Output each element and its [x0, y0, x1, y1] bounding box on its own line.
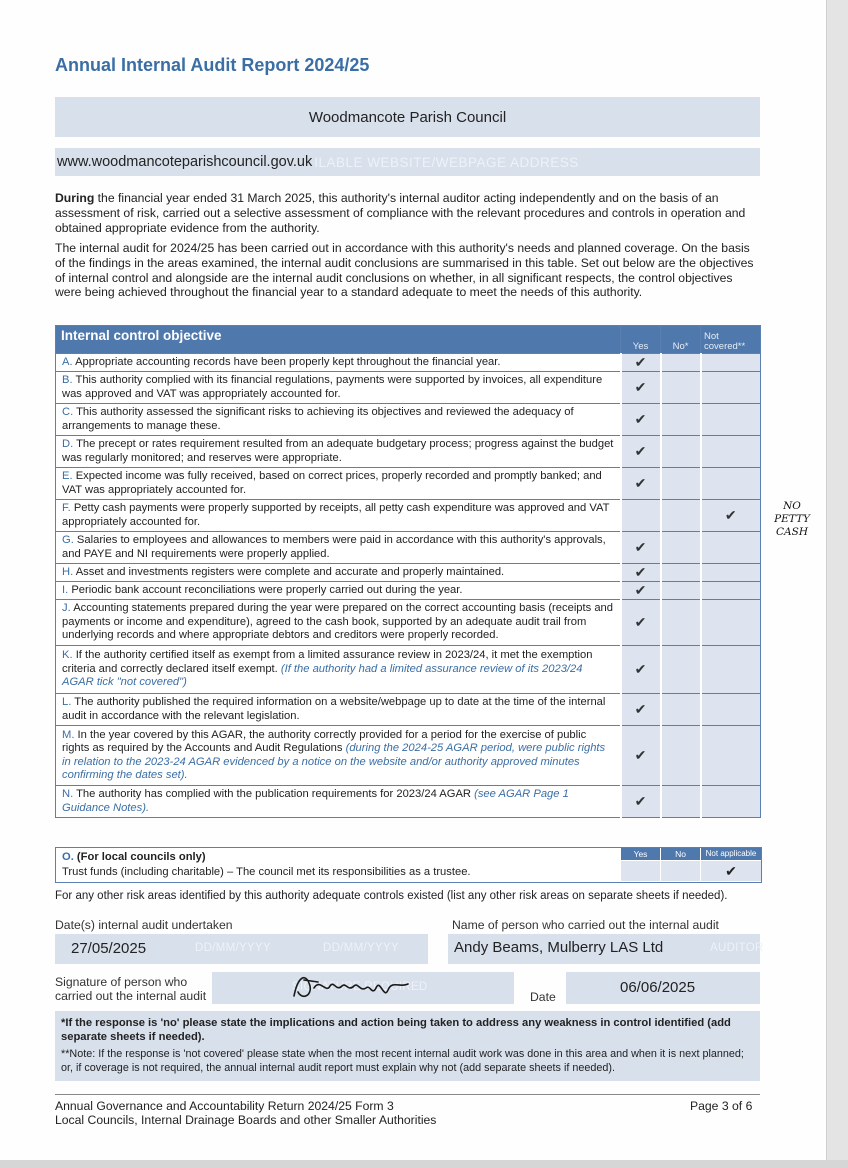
- check-mark-icon: ✔: [634, 443, 647, 459]
- check-mark-icon: ✔: [634, 539, 647, 555]
- signature-label-line-2: carried out the internal audit: [55, 989, 207, 1003]
- row-o-text: [62, 850, 471, 880]
- control-objective-text: [56, 436, 621, 468]
- answer-box-not-covered[interactable]: [701, 726, 761, 786]
- answer-box-yes[interactable]: [621, 600, 661, 646]
- control-objective-text: [56, 354, 621, 372]
- control-objective-description: This authority assessed the significant risks to achieving its objectives and reviewed the adequacy of arrangements to manage these.: [62, 406, 574, 432]
- control-objective-description: Accounting statements prepared during the year were prepared on the correct accounting basis (receipts and payments or income and expenditure), agreed to the cash book, supported by an adequate audit trail from underlying records and where appropriate debtors and creditors were properly recorded.: [62, 602, 613, 642]
- control-objective-text: [56, 564, 621, 582]
- answer-box-not-covered[interactable]: [701, 404, 761, 436]
- control-objective-text: [56, 786, 621, 818]
- row-o-trust-funds: [55, 847, 762, 883]
- footer-authorities: Local Councils, Internal Drainage Boards and other Smaller Authorities: [55, 1113, 437, 1127]
- control-objective-letter: K.: [62, 649, 73, 662]
- handwritten-note-line-1: NO: [783, 500, 801, 512]
- answer-box-no[interactable]: [661, 532, 701, 564]
- table-header-no: No*: [661, 326, 701, 354]
- control-objective-description: Asset and investments registers were complete and accurate and properly maintained.: [75, 565, 505, 578]
- answer-box-no[interactable]: [661, 694, 701, 726]
- check-mark-icon: ✔: [634, 564, 647, 580]
- check-mark-icon: ✔: [724, 507, 737, 523]
- answer-box-yes[interactable]: [621, 646, 661, 694]
- control-objective-description: This authority complied with its financial regulations, payments were supported by invoices, all expenditure was approved and VAT was appropriately accounted for.: [62, 374, 603, 400]
- control-objective-letter: J.: [62, 602, 71, 615]
- table-header-objective: Internal control objective: [56, 326, 621, 354]
- audit-date-placeholder-3: DD/MM/YYYY: [323, 942, 399, 954]
- answer-box-no[interactable]: [661, 436, 701, 468]
- answer-box-yes[interactable]: [621, 532, 661, 564]
- check-mark-icon: ✔: [634, 411, 647, 427]
- answer-box-yes[interactable]: [621, 468, 661, 500]
- control-objective-letter: I.: [62, 583, 69, 596]
- scan-bottom-edge: [0, 1160, 848, 1168]
- control-objective-description: If the authority certified itself as exempt from a limited assurance review in 2023/24, it met the exemption criteria and correctly declared itself exempt.: [62, 649, 593, 675]
- table-row: [56, 500, 761, 532]
- row-o-header-na: Not applicable: [701, 848, 761, 860]
- table-header-not-covered: [701, 326, 761, 354]
- answer-box-no[interactable]: [661, 646, 701, 694]
- row-o-header-no: No: [661, 848, 700, 860]
- signature-date-field[interactable]: [566, 972, 760, 1004]
- answer-box-not-covered[interactable]: [701, 500, 761, 532]
- signature-field[interactable]: [212, 972, 514, 1004]
- check-mark-icon: ✔: [634, 354, 647, 370]
- website-field: [55, 148, 760, 176]
- table-row: [56, 564, 761, 582]
- answer-box-no[interactable]: [661, 582, 701, 600]
- control-objective-note: (If the authority had a limited assurance review of its 2023/24 AGAR tick "not covered"): [62, 662, 583, 689]
- answer-box-no[interactable]: [661, 404, 701, 436]
- control-objective-text: [56, 646, 621, 694]
- control-objective-text: [56, 726, 621, 786]
- table-row: [56, 646, 761, 694]
- answer-box-yes[interactable]: [621, 786, 661, 818]
- auditor-placeholder: AUDITOR: [710, 942, 764, 954]
- handwritten-note-line-2: PETTY: [774, 513, 810, 525]
- intro-paragraph-2: The internal audit for 2024/25 has been carried out in accordance with this authority's needs and planned coverage. On the basis of the findings in the areas examined, the internal audit conclusions are summarised in this table. Set out below are the objectives of internal control and alongside are the internal audit conclusions on whether, in all significant respects, the control objectives were being achieved throughout the financial year to a standard adequate to meet the needs of this authority.: [55, 241, 754, 300]
- answer-box-no[interactable]: [661, 600, 701, 646]
- control-objective-text: [56, 694, 621, 726]
- control-objective-letter: N.: [62, 788, 74, 801]
- control-objective-text: [56, 500, 621, 532]
- check-mark-icon: ✔: [634, 747, 647, 763]
- answer-box-not-covered[interactable]: [701, 786, 761, 818]
- page-title: Annual Internal Audit Report 2024/25: [55, 55, 370, 75]
- control-objective-description: Appropriate accounting records have been properly kept throughout the financial year.: [75, 355, 501, 368]
- control-objective-description: The precept or rates requirement resulted from an adequate budgetary process; progress against the budget was regularly monitored; and reserves were appropriate.: [62, 438, 614, 464]
- check-mark-icon: ✔: [634, 614, 647, 630]
- footer-page-number: Page 3 of 6: [690, 1099, 753, 1113]
- intro-bold-lead: During: [55, 191, 95, 205]
- control-objective-letter: H.: [62, 565, 74, 578]
- auditor-name-field[interactable]: [448, 934, 764, 964]
- table-row: [56, 532, 761, 564]
- table-row: [56, 726, 761, 786]
- control-objective-letter: E.: [62, 470, 73, 483]
- control-objective-note: (see AGAR Page 1 Guidance Notes).: [62, 788, 569, 814]
- row-o-answer-columns: [621, 848, 761, 882]
- answer-box-no[interactable]: [661, 468, 701, 500]
- answer-box-not-covered[interactable]: [701, 582, 761, 600]
- control-objective-description: In the year covered by this AGAR, the authority correctly provided for a period for the exercise of public rights as required by the Accounts and Audit Regulations: [62, 728, 587, 755]
- control-objective-text: [56, 582, 621, 600]
- answer-box-not-covered[interactable]: [701, 564, 761, 582]
- control-objective-letter: M.: [62, 728, 75, 741]
- answer-box-no[interactable]: [661, 786, 701, 818]
- table-row: [56, 600, 761, 646]
- answer-box-yes[interactable]: [621, 564, 661, 582]
- answer-box-not-covered[interactable]: [701, 468, 761, 500]
- control-objective-description: Petty cash payments were properly supported by receipts, all petty cash expenditure was approved and VAT appropriately accounted for.: [62, 502, 610, 528]
- table-row: [56, 404, 761, 436]
- website-placeholder: ILABLE WEBSITE/WEBPAGE ADDRESS: [314, 154, 579, 170]
- scan-edge: [826, 0, 848, 1168]
- answer-box-yes[interactable]: [621, 354, 661, 372]
- answer-box-not-covered[interactable]: [701, 600, 761, 646]
- not-covered-line-2: covered**: [704, 341, 746, 352]
- table-row: [56, 372, 761, 404]
- answer-box-not-covered[interactable]: [701, 354, 761, 372]
- control-objective-description: The authority has complied with the publication requirements for 2023/24 AGAR: [76, 788, 471, 801]
- table-row: [56, 468, 761, 500]
- check-mark-icon: ✔: [634, 701, 647, 717]
- signature-date-label: Date: [530, 990, 556, 1004]
- control-objective-description: Periodic bank account reconciliations were properly carried out during the year.: [71, 583, 463, 596]
- row-o-title: (For local councils only): [76, 851, 206, 863]
- signature-date-value: 06/06/2025: [620, 979, 696, 996]
- control-objective-note: (during the 2024-25 AGAR period, were public rights in relation to the 2023-24 AGAR evidenced by a notice on the website and/or authority approved minutes confirming the dates set).: [62, 742, 606, 781]
- check-mark-icon: ✔: [634, 379, 647, 395]
- notes-box: [55, 1011, 760, 1081]
- check-mark-icon: ✔: [634, 475, 647, 491]
- handwritten-note: [762, 500, 822, 539]
- answer-box-no[interactable]: [661, 372, 701, 404]
- control-objective-letter: F.: [62, 502, 71, 515]
- answer-box-yes[interactable]: [621, 372, 661, 404]
- intro-text-1: the financial year ended 31 March 2025, this authority's internal auditor acting independently and on the basis of an assessment of risk, carried out a selective assessment of compliance with the relevant procedures and controls in operation and obtained appropriate evidence from the authority.: [55, 191, 746, 235]
- answer-box-not-covered[interactable]: [701, 372, 761, 404]
- council-name-field: [55, 97, 760, 137]
- intro-paragraph-1: [55, 191, 760, 235]
- note-not-covered: **Note: If the response is 'not covered' please state when the most recent internal audit work was done in this area and when it is next planned; or, if coverage is not required, the annual internal audit report must explain why not (add separate sheets if needed).: [61, 1048, 744, 1074]
- audit-dates-label: Date(s) internal audit undertaken: [55, 918, 233, 932]
- table-row: [56, 354, 761, 372]
- control-objective-text: [56, 404, 621, 436]
- control-objective-description: The authority published the required information on a website/webpage up to date at the time of the internal audit in accordance with the relevant legislation.: [62, 696, 606, 722]
- answer-box-not-covered[interactable]: [701, 646, 761, 694]
- table-row: [56, 582, 761, 600]
- answer-box-no[interactable]: [661, 354, 701, 372]
- council-name: Woodmancote Parish Council: [308, 108, 507, 126]
- table-row: [56, 694, 761, 726]
- handwritten-note-line-3: CASH: [776, 526, 808, 538]
- audit-date-placeholder-2: DD/MM/YYYY: [195, 942, 271, 954]
- control-objective-letter: A.: [62, 355, 73, 368]
- row-o-yes-box[interactable]: [621, 861, 660, 881]
- answer-box-yes[interactable]: [621, 694, 661, 726]
- answer-box-not-covered[interactable]: [701, 436, 761, 468]
- control-objective-letter: D.: [62, 438, 74, 451]
- not-covered-line-1: Not: [704, 331, 719, 342]
- note-no-response: *If the response is 'no' please state the implications and action being taken to address any weakness in control identified (add separate sheets if needed).: [61, 1017, 731, 1043]
- answer-box-yes[interactable]: [621, 582, 661, 600]
- auditor-name-label: Name of person who carried out the internal audit: [452, 918, 719, 932]
- row-o-description: Trust funds (including charitable) – The council met its responsibilities as a trustee.: [62, 866, 471, 878]
- control-objective-text: [56, 600, 621, 646]
- answer-box-yes[interactable]: [621, 404, 661, 436]
- answer-box-no[interactable]: [661, 564, 701, 582]
- control-objective-letter: G.: [62, 534, 74, 547]
- row-o-no-box[interactable]: [661, 861, 700, 881]
- control-objective-text: [56, 372, 621, 404]
- control-objective-letter: L.: [62, 696, 72, 709]
- signature-scribble-icon: [284, 966, 424, 1006]
- website-url: www.woodmancoteparishcouncil.gov.uk: [57, 154, 313, 170]
- footer-divider: [55, 1094, 760, 1095]
- answer-box-yes[interactable]: [621, 500, 661, 532]
- control-objective-letter: B.: [62, 374, 73, 387]
- audit-dates-field[interactable]: [55, 934, 428, 964]
- control-objective-letter: C.: [62, 406, 74, 419]
- table-header-yes: Yes: [621, 326, 661, 354]
- footer-form-title: Annual Governance and Accountability Return 2024/25 Form 3: [55, 1099, 394, 1113]
- control-objective-text: [56, 468, 621, 500]
- check-mark-icon: ✔: [634, 661, 647, 677]
- audit-date-value: 27/05/2025: [71, 940, 147, 957]
- internal-control-table: [55, 325, 761, 818]
- check-mark-icon: ✔: [634, 793, 647, 809]
- auditor-name-value: Andy Beams, Mulberry LAS Ltd: [454, 939, 664, 956]
- signature-label: [55, 975, 206, 1003]
- row-o-letter: O.: [62, 851, 74, 863]
- answer-box-not-covered[interactable]: [701, 532, 761, 564]
- check-mark-icon: ✔: [725, 863, 737, 879]
- control-objective-description: Salaries to employees and allowances to members were paid in accordance with this authority's approvals, and PAYE and NI requirements were properly applied.: [62, 534, 606, 560]
- signature-label-line-1: Signature of person who: [55, 975, 188, 989]
- signature-placeholder: SIGNATURE REQUIRED: [292, 981, 428, 993]
- control-objective-text: [56, 532, 621, 564]
- table-row: [56, 786, 761, 818]
- answer-box-no[interactable]: [661, 726, 701, 786]
- answer-box-no[interactable]: [661, 500, 701, 532]
- answer-box-yes[interactable]: [621, 436, 661, 468]
- answer-box-yes[interactable]: [621, 726, 661, 786]
- answer-box-not-covered[interactable]: [701, 694, 761, 726]
- row-o-header-yes: Yes: [621, 848, 660, 860]
- row-o-na-box[interactable]: [701, 861, 761, 881]
- other-risk-text: For any other risk areas identified by this authority adequate controls existed (list any other risk areas on separate sheets if needed).: [55, 890, 728, 902]
- table-row: [56, 436, 761, 468]
- control-objective-description: Expected income was fully received, based on correct prices, properly recorded and promptly banked; and VAT was appropriately accounted for.: [62, 470, 602, 496]
- check-mark-icon: ✔: [634, 582, 647, 598]
